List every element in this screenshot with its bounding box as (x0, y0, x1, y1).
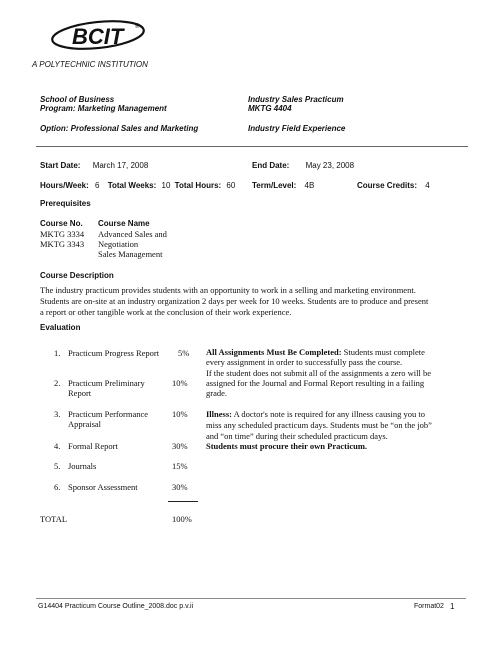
total-rule (168, 501, 198, 502)
assignments-note-line: assigned for the Journal and Formal Report resulting in a failing (206, 378, 425, 388)
bcit-logo (38, 18, 148, 60)
eval-pct: 5% (178, 348, 190, 358)
eval-pct: 10% (172, 378, 188, 388)
footer-filename: G14404 Practicum Course Outline_2008.doc p.v.ii (38, 603, 194, 610)
footer-divider (36, 598, 466, 599)
evaluation-heading: Evaluation (40, 323, 81, 332)
eval-name: Report (68, 388, 92, 398)
eval-name: Practicum Progress Report (68, 348, 160, 358)
eval-num: 4. (54, 441, 61, 451)
prereq-name: Negotiation (98, 239, 139, 249)
total-label: TOTAL (40, 514, 68, 524)
description-line: The industry practicum provides students with an opportunity to work in a selling and marketing environment. (40, 285, 416, 295)
svg-text:BCIT: BCIT (72, 24, 124, 49)
school-name: School of Business (40, 95, 115, 104)
eval-num: 6. (54, 482, 61, 492)
tagline: A POLYTECHNIC INSTITUTION (32, 60, 148, 69)
description-line: a report or other tangible work at the conclusion of their work experience. (40, 307, 292, 317)
assignments-note-line: grade. (206, 388, 228, 398)
description-line: Students are on-site at an industry organization 2 days per week for 10 weeks. Students are to produce and present (40, 296, 429, 306)
page-number: 1 (450, 602, 455, 611)
eval-pct: 30% (172, 482, 188, 492)
total-value: 100% (172, 514, 192, 524)
prereq-no: MKTG 3334 (40, 229, 85, 239)
assignments-note: All Assignments Must Be Completed: Students must complete (206, 347, 425, 357)
prereq-name: Advanced Sales and (98, 229, 167, 239)
prerequisites-heading: Prerequisites (40, 199, 91, 208)
eval-pct: 15% (172, 461, 188, 471)
eval-pct: 30% (172, 441, 188, 451)
course-credits: Course Credits: 4 (357, 181, 430, 190)
footer-format: Format02 (414, 603, 444, 610)
svg-text:®: ® (135, 24, 140, 30)
procure-note: Students must procure their own Practicum. (206, 441, 368, 451)
end-date: End Date: May 23, 2008 (252, 161, 355, 170)
eval-name: Practicum Performance (68, 409, 149, 419)
start-date: Start Date: March 17, 2008 (40, 161, 149, 170)
option-name: Option: Professional Sales and Marketing (40, 124, 199, 133)
term-level: Term/Level: 4B (252, 181, 315, 190)
course-title: Industry Sales Practicum (248, 95, 344, 104)
eval-num: 5. (54, 461, 61, 471)
illness-note: Illness: A doctor's note is required for any illness causing you to (206, 409, 425, 419)
eval-name: Formal Report (68, 441, 118, 451)
eval-num: 1. (54, 348, 61, 358)
eval-num: 2. (54, 378, 61, 388)
program-name: Program: Marketing Management (40, 104, 167, 113)
prereq-name: Sales Management (98, 249, 163, 259)
course-meta: Hours/Week: 6 Total Weeks: 10 Total Hours: 60 (40, 181, 236, 190)
description-heading: Course Description (40, 271, 114, 280)
col-course-no: Course No. (40, 219, 83, 228)
prereq-no: MKTG 3343 (40, 239, 85, 249)
assignments-note-line: every assignment in order to successfully pass the course. (206, 357, 403, 367)
eval-name: Appraisal (68, 419, 102, 429)
eval-name: Sponsor Assessment (68, 482, 138, 492)
col-course-name: Course Name (98, 219, 150, 228)
eval-name: Journals (68, 461, 97, 471)
illness-note-line: and “on time” during their scheduled practicum days. (206, 431, 388, 441)
illness-note-line: miss any scheduled practicum days. Students must be “on the job” (206, 420, 432, 430)
eval-name: Practicum Preliminary (68, 378, 145, 388)
eval-pct: 10% (172, 409, 188, 419)
eval-num: 3. (54, 409, 61, 419)
assignments-note-line: If the student does not submit all of the assignments a zero will be (206, 368, 431, 378)
course-code: MKTG 4404 (248, 104, 292, 113)
divider (36, 146, 468, 147)
course-subtitle: Industry Field Experience (248, 124, 346, 133)
